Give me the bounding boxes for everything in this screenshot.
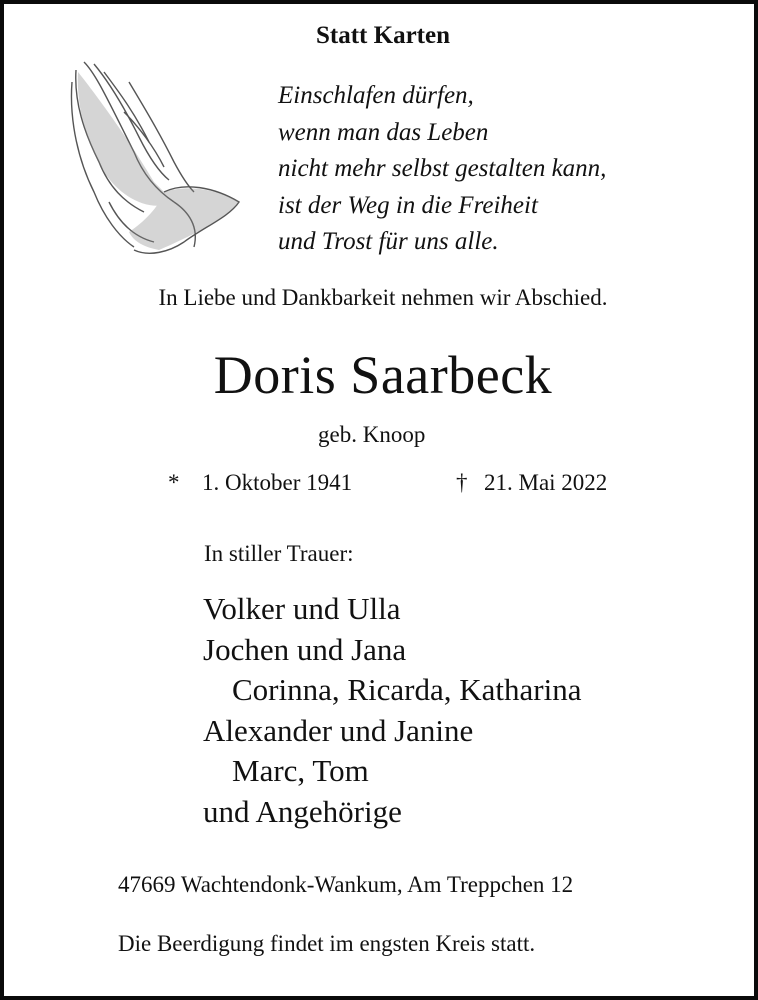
life-dates xyxy=(168,470,607,496)
family-member: Jochen und Jana xyxy=(203,631,407,667)
family-member: Alexander und Janine xyxy=(203,712,474,748)
maiden-name: geb. Knoop xyxy=(318,422,426,447)
heading: Statt Karten xyxy=(316,22,450,49)
poem-line: ist der Weg in die Freiheit xyxy=(278,191,538,219)
funeral-note: Die Beerdigung findet im engsten Kreis statt. xyxy=(118,931,536,956)
address: 47669 Wachtendonk-Wankum, Am Treppchen 12 xyxy=(118,872,574,897)
family-list xyxy=(203,589,581,832)
family-member: Volker und Ulla xyxy=(203,591,401,626)
deceased-name: Doris Saarbeck xyxy=(213,345,553,405)
birth-star-icon: * xyxy=(168,470,180,495)
family-member-children: Corinna, Ricarda, Katharina xyxy=(232,672,582,707)
mourning-label: In stiller Trauer: xyxy=(204,541,354,566)
poem-line: nicht mehr selbst gestalten kann, xyxy=(278,155,607,182)
poem-line: Einschlafen dürfen, xyxy=(278,82,474,109)
poem-line: wenn man das Leben xyxy=(278,118,489,146)
intro-text: In Liebe und Dankbarkeit nehmen wir Abschied. xyxy=(158,285,608,310)
poem xyxy=(278,78,606,261)
death-cross-icon: † xyxy=(456,470,468,495)
family-member-children: Marc, Tom xyxy=(232,753,369,788)
birth-date: 1. Oktober 1941 xyxy=(202,470,353,495)
death-date: 21. Mai 2022 xyxy=(484,470,608,495)
family-member: und Angehörige xyxy=(203,793,402,829)
praying-hands-icon xyxy=(64,52,244,262)
poem-line: und Trost für uns alle. xyxy=(278,228,499,255)
